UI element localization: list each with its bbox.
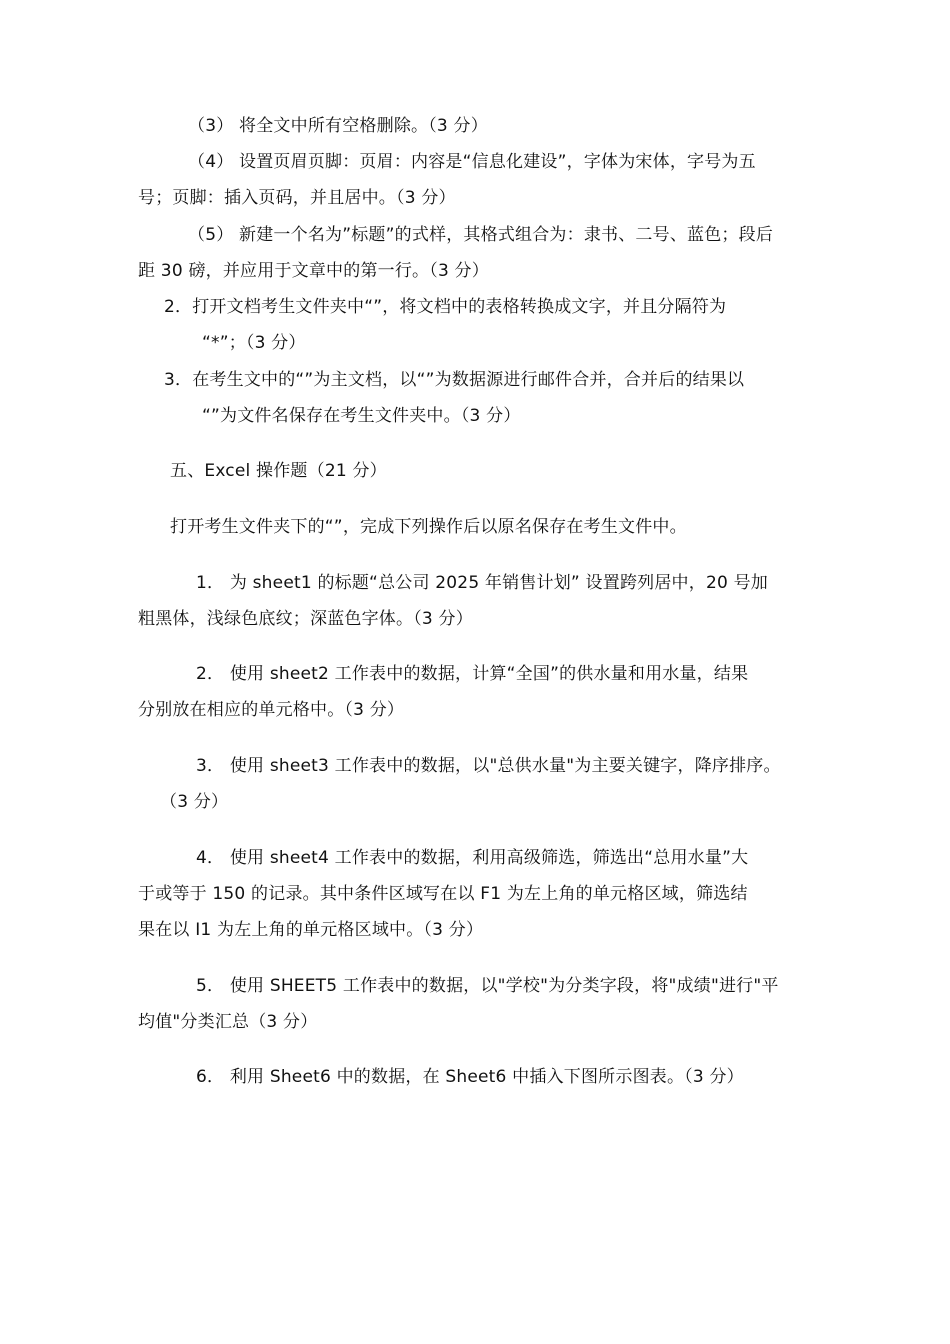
excel-task-4-line-2: 于或等于 150 的记录。其中条件区域写在以 F1 为左上角的单元格区域，筛选结 [138,884,748,904]
doc-line-5: 距 30 磅，并应用于文章中的第一行。（3 分） [138,261,489,281]
excel-task-3-line-2: （3 分） [160,792,229,812]
doc-line-6: 2．打开文档考生文件夹中“”，将文档中的表格转换成文字，并且分隔符为 [164,297,727,317]
section-heading-excel: 五、Excel 操作题（21 分） [170,461,387,481]
excel-task-6-line-1: 6． 利用 Sheet6 中的数据，在 Sheet6 中插入下图所示图表。（3 分） [196,1067,744,1087]
excel-task-2-line-2: 分别放在相应的单元格中。（3 分） [138,700,405,720]
excel-task-1-line-1: 1． 为 sheet1 的标题“总公司 2025 年销售计划” 设置跨列居中，20 号加 [196,573,768,593]
excel-task-3-line-1: 3． 使用 sheet3 工作表中的数据，以"总供水量"为主要关键字，降序排序。 [196,756,781,776]
doc-line-4: （5） 新建一个名为”标题”的式样，其格式组合为：隶书、二号、蓝色；段后 [188,225,774,245]
excel-task-4-line-1: 4． 使用 sheet4 工作表中的数据，利用高级筛选，筛选出“总用水量”大 [196,848,749,868]
excel-intro: 打开考生文件夹下的“”，完成下列操作后以原名保存在考生文件中。 [170,517,687,537]
doc-line-9: “”为文件名保存在考生文件夹中。（3 分） [202,406,521,426]
excel-task-2-line-1: 2． 使用 sheet2 工作表中的数据，计算“全国”的供水量和用水量，结果 [196,664,749,684]
doc-line-2: （4） 设置页眉页脚：页眉：内容是“信息化建设”，字体为宋体，字号为五 [188,152,756,172]
excel-task-1-line-2: 粗黑体，浅绿色底纹；深蓝色字体。（3 分） [138,609,473,629]
excel-task-5-line-2: 均值"分类汇总（3 分） [138,1012,318,1032]
doc-line-7: “*”；（3 分） [202,333,306,353]
doc-line-8: 3．在考生文中的“”为主文档，以“”为数据源进行邮件合并，合并后的结果以 [164,370,745,390]
doc-line-3: 号；页脚：插入页码，并且居中。（3 分） [138,188,456,208]
excel-task-5-line-1: 5． 使用 SHEET5 工作表中的数据，以"学校"为分类字段，将"成绩"进行"平 [196,976,779,996]
doc-line-1: （3） 将全文中所有空格删除。（3 分） [188,116,488,136]
excel-task-4-line-3: 果在以 I1 为左上角的单元格区域中。（3 分） [138,920,484,940]
